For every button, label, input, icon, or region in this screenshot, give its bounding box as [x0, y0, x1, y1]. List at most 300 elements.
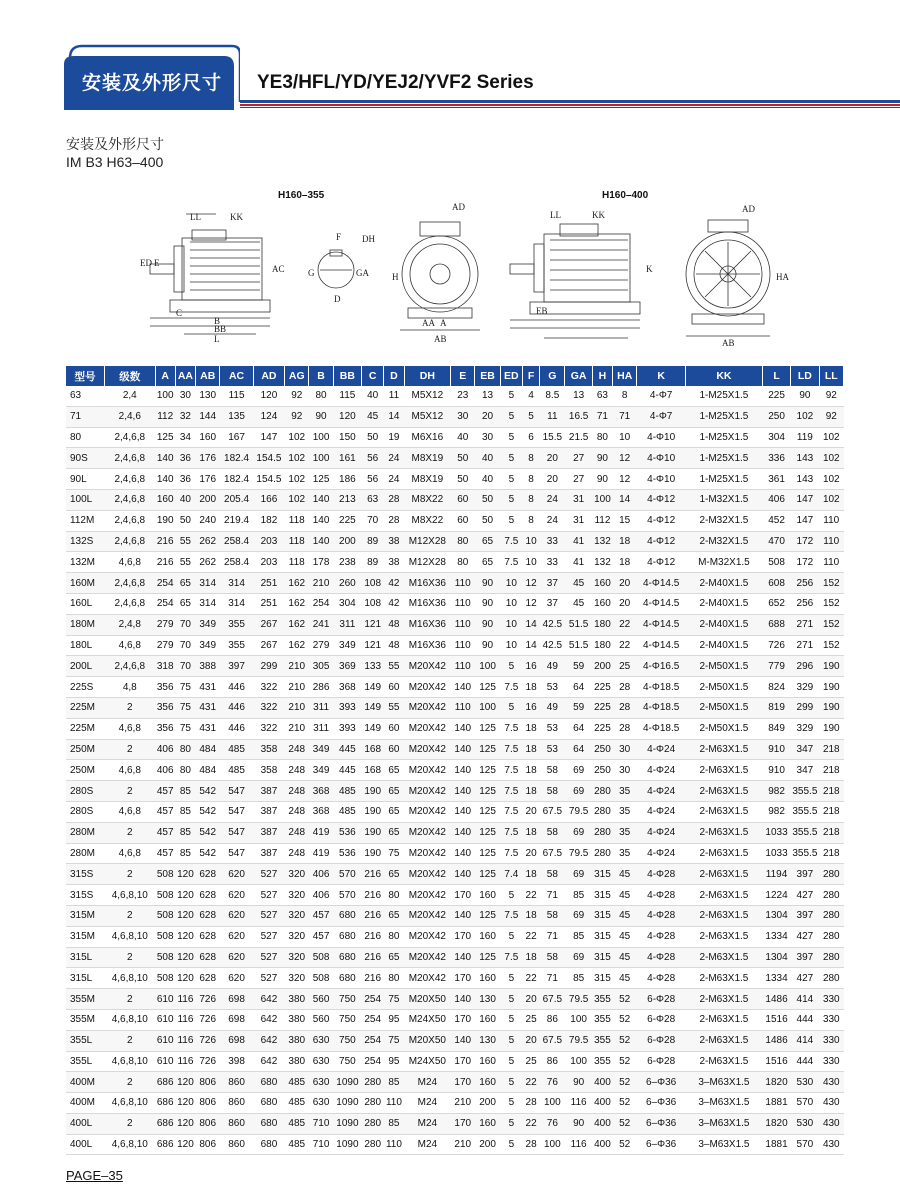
- table-cell: 398: [220, 1051, 253, 1072]
- dimension-drawings: [130, 180, 850, 350]
- table-cell: 1-M25X1.5: [685, 386, 762, 406]
- table-cell: 71: [540, 926, 565, 947]
- table-cell: 69: [565, 905, 592, 926]
- column-header: GA: [565, 366, 592, 386]
- table-cell: M20X42: [404, 718, 451, 739]
- dimension-table: [66, 366, 844, 1155]
- table-cell: 1-M25X1.5: [685, 427, 762, 448]
- table-cell: 32: [175, 406, 195, 427]
- table-row: [66, 614, 844, 635]
- table-cell: 90: [475, 573, 500, 594]
- table-cell: 12: [522, 593, 539, 614]
- table-cell: 110: [819, 552, 843, 573]
- table-cell: 24: [384, 469, 404, 490]
- table-cell: 168: [362, 739, 384, 760]
- table-cell: 304: [762, 427, 790, 448]
- table-cell: 130: [475, 989, 500, 1010]
- table-cell: 210: [285, 656, 309, 677]
- table-cell: 280: [592, 843, 612, 864]
- table-cell: 28: [613, 677, 637, 698]
- table-cell: 216: [362, 926, 384, 947]
- table-cell: 2-M63X1.5: [685, 843, 762, 864]
- table-cell: 2,4,6,8: [104, 593, 155, 614]
- table-cell: 2-M63X1.5: [685, 822, 762, 843]
- table-cell: 4-Φ28: [637, 947, 686, 968]
- table-cell: 2-M63X1.5: [685, 1051, 762, 1072]
- table-cell: 387: [253, 781, 284, 802]
- table-cell: 20: [540, 469, 565, 490]
- table-cell: M8X19: [404, 448, 451, 469]
- table-cell: 45: [613, 885, 637, 906]
- table-cell: 31: [565, 489, 592, 510]
- table-cell: 65: [384, 822, 404, 843]
- table-cell: 630: [309, 1030, 333, 1051]
- table-cell: 427: [791, 968, 819, 989]
- table-cell: 225S: [66, 677, 104, 698]
- table-cell: 4-Φ10: [637, 427, 686, 448]
- table-cell: 2-M63X1.5: [685, 989, 762, 1010]
- table-cell: 140: [451, 864, 475, 885]
- table-cell: 147: [791, 489, 819, 510]
- column-header: 型号: [66, 366, 104, 386]
- table-row: [66, 427, 844, 448]
- table-cell: 49: [540, 656, 565, 677]
- table-cell: M24: [404, 1113, 451, 1134]
- table-cell: 542: [196, 822, 220, 843]
- table-cell: 55: [384, 656, 404, 677]
- table-cell: 182: [253, 510, 284, 531]
- table-cell: 52: [613, 989, 637, 1010]
- table-cell: 216: [155, 531, 175, 552]
- table-cell: 125: [475, 947, 500, 968]
- table-cell: 71: [66, 406, 104, 427]
- table-cell: 400: [592, 1134, 612, 1155]
- table-cell: 250: [592, 760, 612, 781]
- table-cell: 176: [196, 448, 220, 469]
- table-cell: 446: [220, 697, 253, 718]
- table-cell: 125: [475, 760, 500, 781]
- table-row: [66, 656, 844, 677]
- table-cell: 444: [791, 1051, 819, 1072]
- table-cell: 45: [362, 406, 384, 427]
- table-cell: 30: [613, 760, 637, 781]
- table-cell: 59: [565, 697, 592, 718]
- table-cell: 910: [762, 739, 790, 760]
- table-cell: 108: [362, 593, 384, 614]
- table-cell: M20X50: [404, 1030, 451, 1051]
- table-header-row: [66, 366, 844, 386]
- table-cell: 225: [333, 510, 361, 531]
- table-cell: 6-Φ28: [637, 989, 686, 1010]
- table-cell: 542: [196, 781, 220, 802]
- table-cell: 20: [522, 801, 539, 822]
- column-header: AC: [220, 366, 253, 386]
- table-cell: 2-M50X1.5: [685, 718, 762, 739]
- table-row: [66, 989, 844, 1010]
- table-cell: 322: [253, 697, 284, 718]
- table-cell: 22: [522, 885, 539, 906]
- table-cell: 508: [155, 926, 175, 947]
- table-cell: 241: [309, 614, 333, 635]
- table-cell: 69: [565, 822, 592, 843]
- table-cell: 58: [540, 760, 565, 781]
- table-cell: 140: [451, 1030, 475, 1051]
- table-cell: 50: [451, 448, 475, 469]
- table-cell: 22: [522, 968, 539, 989]
- table-cell: 24: [540, 489, 565, 510]
- table-cell: 30: [475, 427, 500, 448]
- side-view-left: [150, 214, 270, 334]
- table-cell: 1820: [762, 1113, 790, 1134]
- front-view-right: [686, 220, 770, 336]
- table-cell: 4-Φ12: [637, 531, 686, 552]
- table-cell: 218: [819, 760, 843, 781]
- table-cell: 527: [253, 968, 284, 989]
- table-cell: 280: [819, 905, 843, 926]
- table-cell: 315: [592, 905, 612, 926]
- table-cell: 7.5: [500, 947, 522, 968]
- table-cell: M20X42: [404, 885, 451, 906]
- table-cell: 4,8: [104, 677, 155, 698]
- table-cell: 318: [155, 656, 175, 677]
- table-cell: 12: [613, 448, 637, 469]
- table-cell: 170: [451, 1009, 475, 1030]
- table-cell: 132M: [66, 552, 104, 573]
- table-cell: 5: [500, 989, 522, 1010]
- table-cell: 160: [475, 1072, 500, 1093]
- table-cell: 280: [362, 1134, 384, 1155]
- table-cell: 628: [196, 864, 220, 885]
- table-cell: 110: [384, 1134, 404, 1155]
- table-cell: 1033: [762, 822, 790, 843]
- table-cell: 508: [155, 905, 175, 926]
- table-cell: 726: [196, 989, 220, 1010]
- table-cell: 125: [309, 469, 333, 490]
- table-cell: 260: [333, 573, 361, 594]
- table-cell: 65: [175, 573, 195, 594]
- column-header: H: [592, 366, 612, 386]
- table-cell: 30: [451, 406, 475, 427]
- table-cell: 680: [253, 1093, 284, 1114]
- table-cell: 806: [196, 1134, 220, 1155]
- table-cell: 30: [175, 386, 195, 406]
- table-cell: 824: [762, 677, 790, 698]
- table-cell: M20X42: [404, 822, 451, 843]
- table-cell: 110: [819, 510, 843, 531]
- table-cell: 55: [175, 552, 195, 573]
- table-cell: 610: [155, 1030, 175, 1051]
- table-cell: 58: [540, 905, 565, 926]
- table-cell: 149: [362, 697, 384, 718]
- table-cell: 180L: [66, 635, 104, 656]
- table-cell: 190: [819, 697, 843, 718]
- table-cell: 542: [196, 843, 220, 864]
- table-cell: 750: [333, 989, 361, 1010]
- table-cell: 457: [155, 781, 175, 802]
- table-cell: 210: [451, 1134, 475, 1155]
- table-cell: 65: [175, 593, 195, 614]
- table-cell: 280: [362, 1093, 384, 1114]
- table-cell: 400M: [66, 1072, 104, 1093]
- column-header: EB: [475, 366, 500, 386]
- table-cell: 1033: [762, 843, 790, 864]
- table-cell: 280: [819, 926, 843, 947]
- table-cell: 2-M40X1.5: [685, 573, 762, 594]
- table-cell: 254: [362, 1030, 384, 1051]
- table-cell: 41: [565, 552, 592, 573]
- table-cell: 380: [285, 1051, 309, 1072]
- table-cell: 120: [175, 926, 195, 947]
- table-cell: M8X22: [404, 510, 451, 531]
- table-cell: 152: [819, 593, 843, 614]
- table-cell: 180: [592, 635, 612, 656]
- table-cell: 190: [155, 510, 175, 531]
- table-cell: 536: [333, 822, 361, 843]
- table-cell: 485: [285, 1134, 309, 1155]
- table-cell: 355: [592, 1051, 612, 1072]
- table-cell: 393: [333, 718, 361, 739]
- column-header: E: [451, 366, 475, 386]
- table-cell: 358: [253, 739, 284, 760]
- table-cell: 250M: [66, 760, 104, 781]
- table-cell: 4,6,8: [104, 801, 155, 822]
- table-cell: 1304: [762, 905, 790, 926]
- table-cell: 4,6,8,10: [104, 1009, 155, 1030]
- table-cell: 608: [762, 573, 790, 594]
- table-cell: 248: [285, 822, 309, 843]
- table-cell: 726: [196, 1009, 220, 1030]
- table-cell: 160: [155, 489, 175, 510]
- table-cell: 166: [253, 489, 284, 510]
- table-cell: 314: [220, 573, 253, 594]
- table-cell: 6: [522, 427, 539, 448]
- table-cell: 20: [613, 573, 637, 594]
- table-cell: 125: [475, 801, 500, 822]
- table-cell: 4,6,8,10: [104, 1051, 155, 1072]
- table-cell: 45: [613, 864, 637, 885]
- table-cell: 203: [253, 552, 284, 573]
- table-cell: 160: [475, 1051, 500, 1072]
- table-cell: 248: [285, 760, 309, 781]
- table-cell: 1090: [333, 1093, 361, 1114]
- table-cell: 5: [500, 926, 522, 947]
- table-cell: 698: [220, 1030, 253, 1051]
- table-cell: 120: [175, 1113, 195, 1134]
- table-cell: 4-Φ24: [637, 760, 686, 781]
- table-cell: 200: [475, 1134, 500, 1155]
- label-ab: AB: [434, 334, 447, 344]
- table-cell: 90: [475, 635, 500, 656]
- table-cell: M20X42: [404, 864, 451, 885]
- table-cell: 368: [309, 781, 333, 802]
- table-cell: 102: [285, 427, 309, 448]
- table-cell: 349: [333, 635, 361, 656]
- table-cell: M16X36: [404, 635, 451, 656]
- table-cell: 56: [362, 448, 384, 469]
- table-cell: 849: [762, 718, 790, 739]
- table-cell: 58: [540, 822, 565, 843]
- table-cell: 355M: [66, 989, 104, 1010]
- table-cell: 160: [475, 1009, 500, 1030]
- table-cell: 140: [451, 718, 475, 739]
- table-cell: 726: [196, 1030, 220, 1051]
- table-cell: 37: [540, 593, 565, 614]
- table-cell: 52: [613, 1009, 637, 1030]
- table-cell: 628: [196, 885, 220, 906]
- table-cell: 2: [104, 905, 155, 926]
- table-row: [66, 1009, 844, 1030]
- table-cell: 1090: [333, 1072, 361, 1093]
- table-cell: 45: [565, 593, 592, 614]
- table-cell: 38: [384, 552, 404, 573]
- table-cell: 508: [762, 552, 790, 573]
- table-cell: 170: [451, 968, 475, 989]
- table-cell: 254: [362, 1009, 384, 1030]
- table-cell: 108: [362, 573, 384, 594]
- table-cell: 6-Φ28: [637, 1009, 686, 1030]
- table-cell: 250: [762, 406, 790, 427]
- table-cell: 431: [196, 677, 220, 698]
- table-cell: 200L: [66, 656, 104, 677]
- table-cell: 178: [309, 552, 333, 573]
- table-cell: 686: [155, 1134, 175, 1155]
- table-cell: 6–Φ36: [637, 1113, 686, 1134]
- table-cell: 610: [155, 1051, 175, 1072]
- header-rule-thin: [240, 107, 900, 108]
- table-cell: 110: [451, 614, 475, 635]
- table-cell: 190: [819, 718, 843, 739]
- table-cell: 34: [175, 427, 195, 448]
- column-header: G: [540, 366, 565, 386]
- table-cell: 140: [451, 989, 475, 1010]
- table-cell: 7.5: [500, 552, 522, 573]
- table-cell: 45: [565, 573, 592, 594]
- table-cell: 542: [196, 801, 220, 822]
- table-cell: 7.5: [500, 843, 522, 864]
- table-cell: M24: [404, 1072, 451, 1093]
- table-cell: 64: [565, 739, 592, 760]
- table-cell: 400: [592, 1072, 612, 1093]
- table-cell: 52: [613, 1093, 637, 1114]
- header-title: 安装及外形尺寸: [81, 73, 222, 94]
- table-cell: 5: [500, 1072, 522, 1093]
- table-cell: 286: [309, 677, 333, 698]
- table-cell: 67.5: [540, 843, 565, 864]
- table-cell: 210: [285, 718, 309, 739]
- table-cell: 110: [451, 593, 475, 614]
- label-ll: LL: [190, 212, 201, 222]
- table-cell: 1-M25X1.5: [685, 406, 762, 427]
- table-cell: 49: [540, 697, 565, 718]
- table-cell: 330: [819, 1051, 843, 1072]
- label-eb: EB: [536, 306, 548, 316]
- table-cell: 63: [362, 489, 384, 510]
- table-cell: 279: [155, 614, 175, 635]
- table-cell: 686: [155, 1072, 175, 1093]
- column-header: 级数: [104, 366, 155, 386]
- table-cell: 14: [522, 635, 539, 656]
- table-cell: 299: [791, 697, 819, 718]
- table-cell: 210: [285, 697, 309, 718]
- table-cell: 20: [522, 1030, 539, 1051]
- table-cell: 527: [253, 926, 284, 947]
- table-row: [66, 1051, 844, 1072]
- table-cell: M-M32X1.5: [685, 552, 762, 573]
- table-cell: 4-Φ10: [637, 448, 686, 469]
- table-cell: 485: [333, 801, 361, 822]
- table-cell: 4-Φ24: [637, 781, 686, 802]
- table-cell: 254: [155, 593, 175, 614]
- table-cell: 16.5: [565, 406, 592, 427]
- table-cell: 140: [155, 469, 175, 490]
- table-cell: 19: [384, 427, 404, 448]
- table-cell: 120: [175, 885, 195, 906]
- table-cell: 4,6,8,10: [104, 885, 155, 906]
- table-cell: 1516: [762, 1009, 790, 1030]
- table-cell: 140: [451, 677, 475, 698]
- table-cell: 130: [475, 1030, 500, 1051]
- table-cell: 60: [384, 718, 404, 739]
- table-cell: M16X36: [404, 573, 451, 594]
- table-cell: 116: [175, 1030, 195, 1051]
- table-cell: 31: [565, 510, 592, 531]
- table-cell: 470: [762, 531, 790, 552]
- table-cell: 14: [613, 489, 637, 510]
- table-cell: 60: [384, 677, 404, 698]
- table-cell: 218: [819, 739, 843, 760]
- label-ed: ED: [140, 258, 152, 268]
- table-cell: 7.5: [500, 781, 522, 802]
- table-cell: 18: [613, 531, 637, 552]
- table-cell: 314: [196, 593, 220, 614]
- table-cell: 100: [475, 697, 500, 718]
- table-cell: 20: [522, 989, 539, 1010]
- table-cell: 280S: [66, 801, 104, 822]
- table-cell: 112: [592, 510, 612, 531]
- table-cell: 12: [522, 573, 539, 594]
- column-header: AB: [196, 366, 220, 386]
- table-cell: 65: [475, 552, 500, 573]
- table-cell: 2,4,6,8: [104, 427, 155, 448]
- table-cell: 329: [791, 718, 819, 739]
- table-cell: 280: [592, 781, 612, 802]
- table-cell: 85: [565, 968, 592, 989]
- table-cell: 267: [253, 635, 284, 656]
- table-cell: 315S: [66, 885, 104, 906]
- table-cell: 22: [522, 926, 539, 947]
- table-row: [66, 448, 844, 469]
- table-cell: 414: [791, 1030, 819, 1051]
- table-cell: 18: [522, 760, 539, 781]
- table-cell: 45: [613, 905, 637, 926]
- table-cell: 4-Φ14.5: [637, 593, 686, 614]
- table-cell: 95: [384, 1051, 404, 1072]
- table-cell: 71: [592, 406, 612, 427]
- column-header: AG: [285, 366, 309, 386]
- table-cell: 160: [196, 427, 220, 448]
- column-header: ED: [500, 366, 522, 386]
- table-cell: 485: [333, 781, 361, 802]
- table-cell: 5: [500, 1134, 522, 1155]
- table-cell: M24X50: [404, 1051, 451, 1072]
- table-cell: 90: [565, 1113, 592, 1134]
- table-cell: 71: [540, 968, 565, 989]
- table-cell: 238: [333, 552, 361, 573]
- table-cell: 70: [362, 510, 384, 531]
- table-cell: 80: [175, 760, 195, 781]
- table-cell: 225: [762, 386, 790, 406]
- table-cell: 5: [500, 427, 522, 448]
